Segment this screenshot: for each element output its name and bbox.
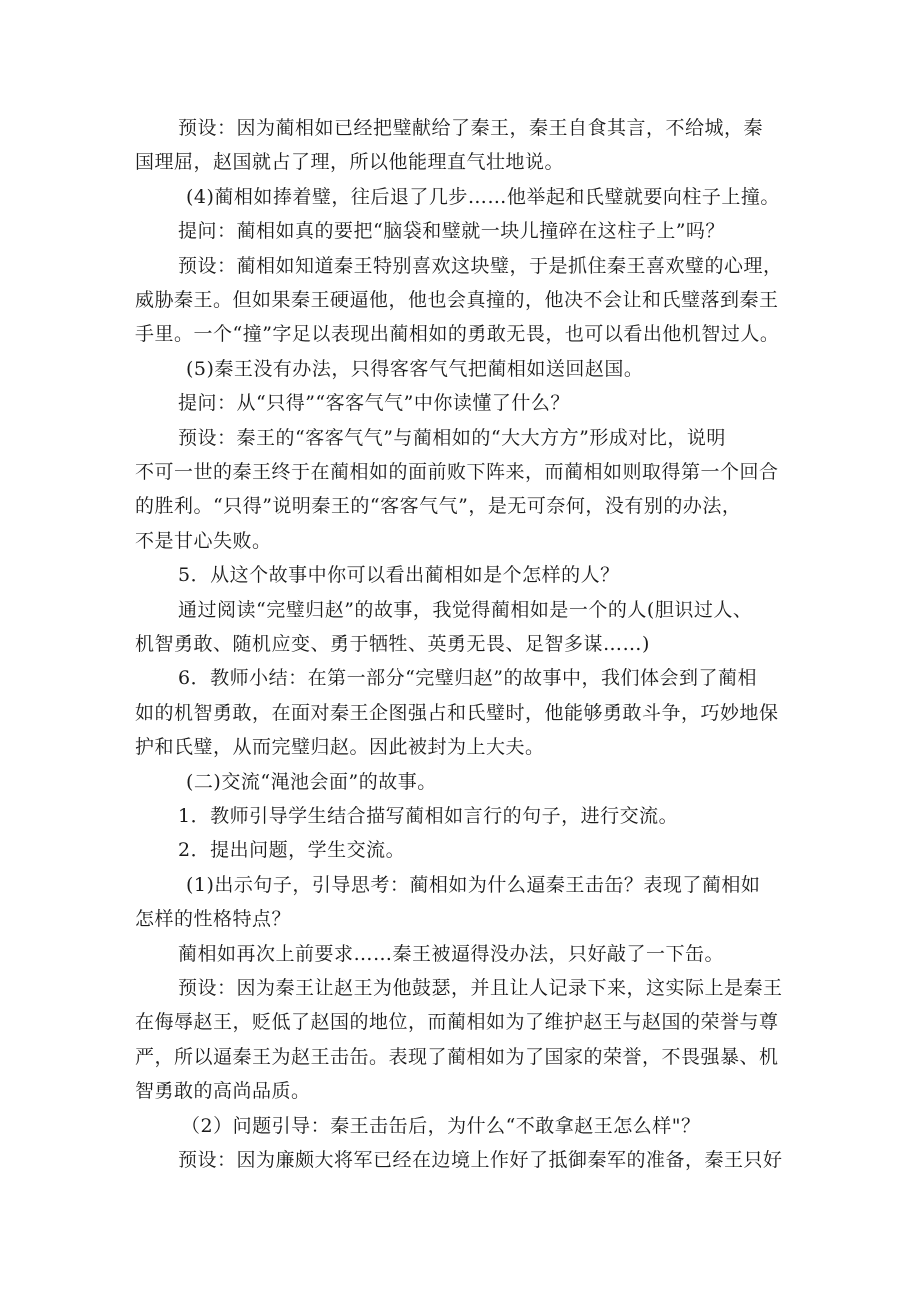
paragraph-line: 不是甘心失败。	[135, 530, 272, 552]
paragraph-line: 严，所以逼秦王为赵王击缶。表现了蔺相如为了国家的荣誉，不畏强暴、机	[135, 1046, 779, 1068]
paragraph-line: 蔺相如再次上前要求……秦王被逼得没办法，只好敲了一下缶。	[178, 943, 725, 965]
paragraph-line: 2．提出问题，学生交流。	[178, 839, 406, 861]
section-heading: (二)交流“渑池会面”的故事。	[186, 771, 437, 793]
paragraph-line: 提问：蔺相如真的要把“脑袋和璧就一块儿撞碎在这柱子上”吗？	[178, 220, 725, 242]
paragraph-line: 预设：因为廉颇大将军已经在边境上作好了抵御秦军的准备，秦王只好	[178, 1149, 783, 1171]
paragraph-line: 6．教师小结：在第一部分“完璧归赵”的故事中，我们体会到了蔺相	[178, 667, 758, 689]
paragraph-line: (4)蔺相如捧着璧，往后退了几步……他举起和氏璧就要向柱子上撞。	[186, 186, 780, 208]
paragraph-line: 1．教师引导学生结合描写蔺相如言行的句子，进行交流。	[178, 805, 679, 827]
paragraph-line: 通过阅读“完璧归赵”的故事，我觉得蔺相如是一个的人(胆识过人、	[178, 599, 753, 621]
paragraph-line: 手里。一个“撞”字足以表现出蔺相如的勇敢无畏，也可以看出他机智过人。	[135, 323, 780, 345]
paragraph-line: 5．从这个故事中你可以看出蔺相如是个怎样的人？	[178, 564, 620, 586]
paragraph-line: 在侮辱赵王，贬低了赵国的地位，而蔺相如为了维护赵王与赵国的荣誉与尊	[135, 1011, 779, 1033]
paragraph-line: 预设：因为秦王让赵王为他鼓瑟，并且让人记录下来，这实际上是秦王	[178, 977, 783, 999]
paragraph-line: 威胁秦王。但如果秦王硬逼他，他也会真撞的，他决不会让和氏璧落到秦王	[135, 289, 779, 311]
paragraph-line: 怎样的性格特点？	[135, 908, 292, 930]
paragraph-line: 预设：蔺相如知道秦王特别喜欢这块璧，于是抓住秦王喜欢璧的心理，	[178, 255, 783, 277]
paragraph-line: （2）问题引导：秦王击缶后，为什么“不敢拿赵王怎么样"？	[181, 1115, 701, 1137]
paragraph-line: (1)出示句子，引导思考：蔺相如为什么逼秦王击缶？表现了蔺相如	[186, 874, 761, 896]
paragraph-line: (5)秦王没有办法，只得客客气气把蔺相如送回赵国。	[186, 358, 644, 380]
paragraph-line: 不可一世的秦王终于在蔺相如的面前败下阵来，而蔺相如则取得第一个回合	[135, 461, 779, 483]
paragraph-line: 预设：因为蔺相如已经把璧献给了秦王，秦王自食其言，不给城，秦	[178, 117, 764, 139]
paragraph-line: 预设：秦王的“客客气气”与蔺相如的“大大方方”形成对比，说明	[178, 427, 726, 449]
paragraph-line: 护和氏璧，从而完璧归赵。因此被封为上大夫。	[135, 736, 545, 758]
paragraph-line: 的胜利。“只得”说明秦王的“客客气气”，是无可奈何，没有别的办法，	[135, 495, 742, 517]
paragraph-line: 国理屈，赵国就占了理，所以他能理直气壮地说。	[135, 151, 565, 173]
paragraph-line: 机智勇敢、随机应变、勇于牺牲、英勇无畏、足智多谋……)	[135, 633, 650, 655]
paragraph-line: 智勇敢的高尚品质。	[135, 1080, 311, 1102]
paragraph-line: 提问：从“只得”“客客气气”中你读懂了什么？	[178, 392, 570, 414]
paragraph-line: 如的机智勇敢，在面对秦王企图强占和氏璧时，他能够勇敢斗争，巧妙地保	[135, 702, 779, 724]
